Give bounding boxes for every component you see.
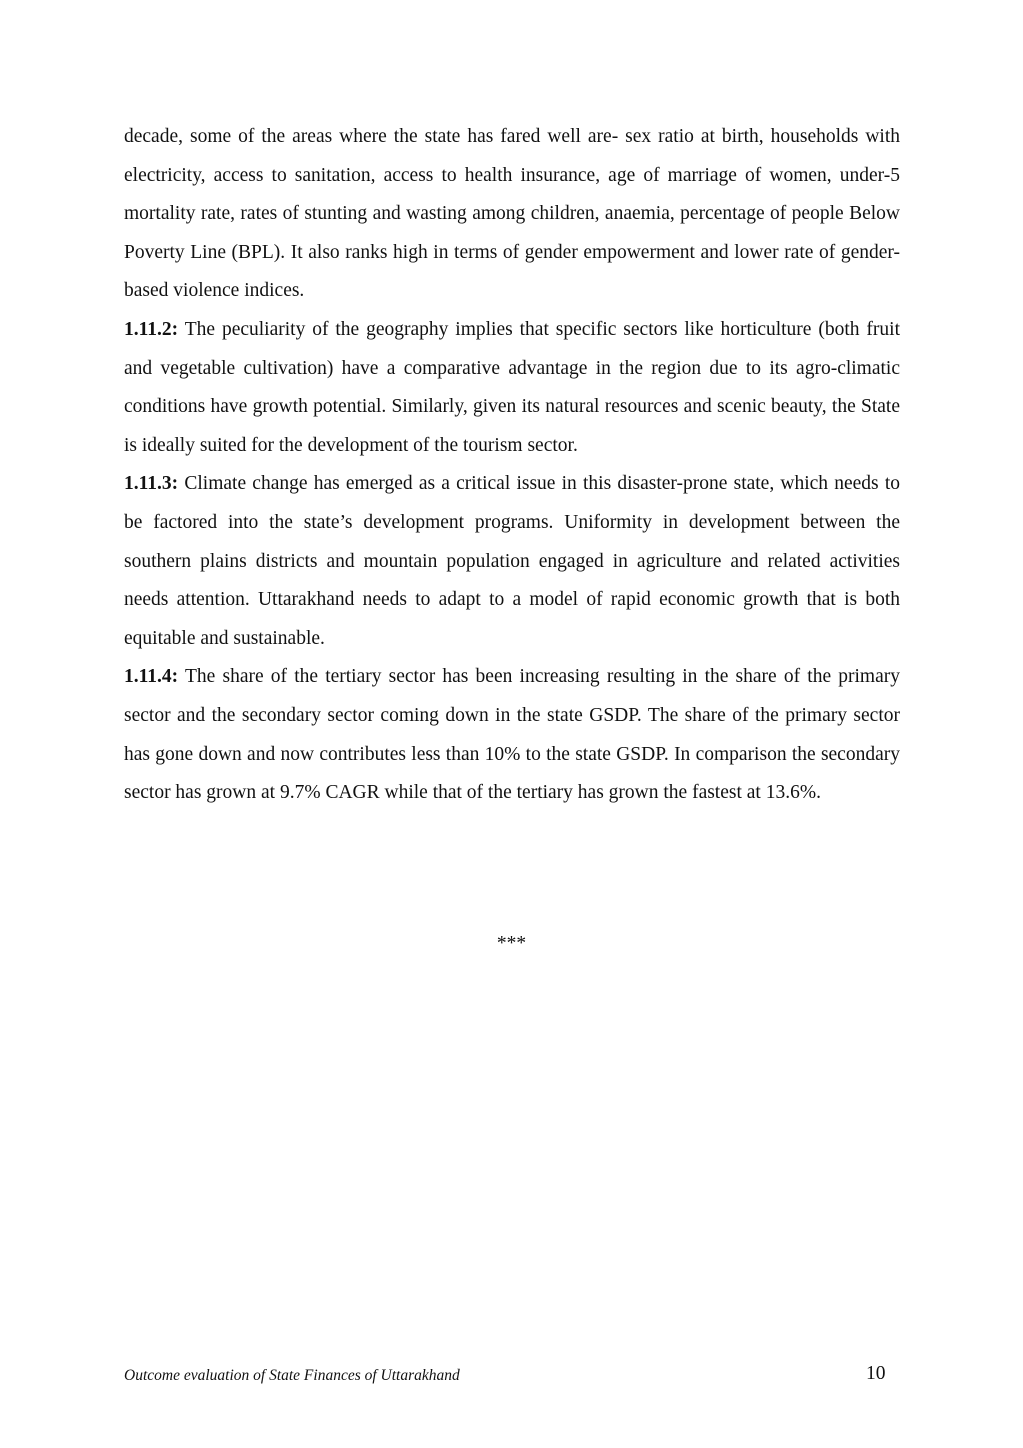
paragraph-text: decade, some of the areas where the state has fared well are- sex ratio at birth, households with electricity, access to sanitation, access to health insurance, age of marriage of women, under-5 mortality rate, rates of stunting and wasting among children, anaemia, percentage of people Below Poverty Line (BPL). It also ranks high in terms of gender empowerment and lower rate of gender-based violence indices. bbox=[124, 126, 900, 302]
paragraph-continuation bbox=[124, 118, 900, 311]
paragraph-1-11-2 bbox=[124, 311, 900, 465]
document-body bbox=[124, 118, 900, 813]
paragraph-number: 1.11.4: bbox=[124, 666, 179, 688]
footer-page-number: 10 bbox=[866, 1363, 886, 1384]
paragraph-1-11-4 bbox=[124, 658, 900, 812]
footer-document-title: Outcome evaluation of State Finances of Uttarakhand bbox=[124, 1367, 460, 1384]
section-separator: *** bbox=[496, 933, 527, 954]
paragraph-text: The share of the tertiary sector has been increasing resulting in the share of the primary sector and the secondary sector coming down in the state GSDP. The share of the primary sector has gone down and now contributes less than 10% to the state GSDP. In comparison the secondary sector has grown at 9.7% CAGR while that of the tertiary has grown the fastest at 13.6%. bbox=[124, 666, 900, 804]
paragraph-text: Climate change has emerged as a critical issue in this disaster-prone state, which needs to be factored into the state’s development programs. Uniformity in development between the southern plains districts and mountain population engaged in agriculture and related activities needs attention. Uttarakhand needs to adapt to a model of rapid economic growth that is both equitable and sustainable. bbox=[124, 473, 901, 649]
paragraph-number: 1.11.2: bbox=[124, 318, 179, 340]
paragraph-text: The peculiarity of the geography implies that specific sectors like horticulture (both fruit and vegetable cultivation) have a comparative advantage in the region due to its agro-climatic conditions have growth potential. Similarly, given its natural resources and scenic beauty, the State is ideally suited for the development of the tourism sector. bbox=[124, 318, 900, 456]
paragraph-number: 1.11.3: bbox=[124, 473, 179, 495]
paragraph-1-11-3 bbox=[124, 465, 900, 658]
